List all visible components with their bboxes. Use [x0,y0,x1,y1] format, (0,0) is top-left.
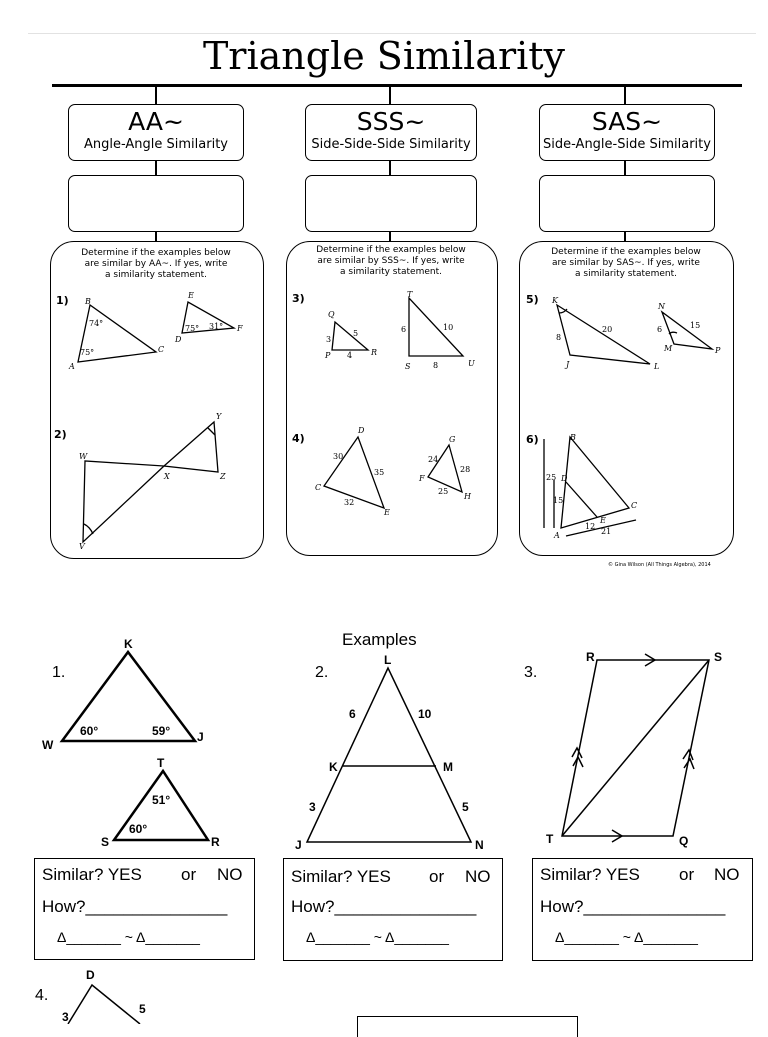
sss-abbr: SSS~ [356,107,426,136]
side-label: 12 [585,522,596,531]
vertex-label: H [464,492,471,501]
or-text: or [679,865,695,884]
side-label: 24 [428,455,439,464]
similar-question: Similar? YES [540,865,640,884]
copyright-credit: © Gina Wilson (All Things Algebra), 2014 [608,562,711,568]
angle-mark [669,332,677,334]
vertex-label: Q [679,834,689,848]
instr-line: are similar by AA~. If yes, write [84,259,228,269]
worksheet-title: Triangle Similarity [202,34,566,78]
example-number: 3. [524,664,538,681]
or-text: or [181,865,197,884]
vertex-label: D [86,968,95,982]
vertex-label: Z [220,472,226,481]
parallel-arrow [573,757,583,767]
example-number: 4. [35,987,49,1004]
vertex-label: C [158,345,165,354]
how-blank: How?_______________ [42,897,228,916]
vertex-label: V [79,542,85,551]
side-label: 3 [326,335,332,344]
vertex-label: K [329,760,338,774]
angle-label: 74° [89,319,104,328]
parallel-arrow [684,759,694,769]
vertex-label: F [419,474,425,483]
vertex-label: W [42,738,54,752]
vertex-label: S [101,835,110,849]
answer-box-3 [532,858,753,961]
vertex-label: R [586,650,595,664]
problem-number: 1) [56,294,69,307]
side-label: 35 [374,468,385,477]
side-label: 21 [601,527,612,536]
vertex-label: J [566,360,570,369]
vertex-label: X [164,472,170,481]
vertex-label: M [664,344,673,353]
angle-label: 59° [152,724,171,738]
side-label: 4 [347,351,353,360]
vertex-label: T [546,832,554,846]
vertex-label: Y [216,412,222,421]
vertex-label: F [237,324,243,333]
side-label: 3 [62,1010,69,1024]
vertex-label: B [85,297,91,306]
side-label: 3 [309,800,316,814]
instr-line: a similarity statement. [105,270,207,280]
parallel-arrow [683,750,693,760]
vertex-label: K [124,637,133,651]
vertex-label: R [371,348,378,357]
triangle-kjl [557,305,650,364]
similar-question: Similar? YES [42,865,142,884]
problem-number: 4) [292,432,305,445]
vertex-label: N [475,838,484,852]
triangle-gfh [428,445,462,492]
side-label: 28 [460,465,471,474]
side-label: 30 [333,452,344,461]
no-text: NO [217,865,243,884]
side-label: 5 [462,800,469,814]
aa-name: Angle-Angle Similarity [84,137,228,152]
answer-box-1 [34,858,255,960]
vertex-label: W [79,452,88,461]
problem-number: 5) [526,293,539,306]
vertex-label: P [325,351,331,360]
vertex-label: D [358,426,365,435]
triangle-tsu [409,298,463,356]
vertex-label: K [552,296,558,305]
triangle-ljn [307,668,471,842]
vertex-label: A [69,362,75,371]
sss-name: Side-Side-Side Similarity [311,137,471,152]
angle-label: 75° [80,348,95,357]
example-number: 2. [315,664,329,681]
instr-line: are similar by SAS~. If yes, write [552,258,700,268]
instr-line: Determine if the examples below [81,248,231,258]
vertex-label: B [570,433,576,442]
vertex-label: L [384,653,392,667]
answer-box-4 [357,1016,578,1037]
angle-label: 51° [152,793,171,807]
similarity-statement-blank: Δ_______ ~ Δ_______ [306,929,449,945]
sas-name: Side-Angle-Side Similarity [543,137,711,152]
vertex-label: R [211,835,220,849]
example-number: 1. [52,664,66,681]
instr-line: Determine if the examples below [551,247,701,257]
instr-line: Determine if the examples below [316,245,466,255]
vertex-label: S [714,650,723,664]
vertex-label: L [654,362,660,371]
side-label: 5 [353,329,359,338]
side-label: 25 [546,473,557,482]
no-text: NO [714,865,740,884]
vertex-label: E [384,508,390,517]
vertex-label: C [315,483,322,492]
how-blank: How?_______________ [540,897,726,916]
side-label: 6 [657,325,663,334]
angle-mark [559,309,567,313]
similarity-statement-blank: Δ_______ ~ Δ_______ [555,929,698,945]
angle-label: 31° [209,322,224,331]
vertex-label: J [197,730,204,744]
vertex-label: T [157,756,165,770]
answer-box-2 [283,858,503,961]
vertex-label: D [175,335,182,344]
triangle-d-partial [68,985,140,1024]
problem-number: 6) [526,433,539,446]
angle-label: 60° [80,724,99,738]
angle-label: 60° [129,822,148,836]
side-label: 6 [349,707,356,721]
instr-line: are similar by SSS~. If yes, write [317,256,465,266]
aa-abbr: AA~ [128,107,184,136]
vertex-label: Q [328,310,335,319]
side-label: 6 [401,325,407,334]
side-label: 15 [690,321,701,330]
side-label: 10 [418,707,432,721]
vertex-label: E [600,516,606,525]
side-label: 8 [556,333,562,342]
side-label: 8 [433,361,439,370]
or-text: or [429,867,445,886]
problem-number: 2) [54,428,67,441]
vertex-label: D [561,474,568,483]
vertex-label: N [658,302,665,311]
instr-line: a similarity statement. [575,269,677,279]
vertex-label: U [468,359,475,368]
side-label: 25 [438,487,449,496]
side-label: 5 [139,1002,146,1016]
vertex-label: E [188,291,194,300]
examples-title: Examples [342,630,417,649]
vertex-label: A [554,531,560,540]
diagonal-ts [562,660,709,836]
side-label: 15 [553,496,564,505]
vertex-label: J [295,838,302,852]
similarity-statement-blank: Δ_______ ~ Δ_______ [57,929,200,945]
side-label: 10 [443,323,454,332]
segment-de [566,482,597,517]
angle-mark [84,524,93,534]
how-blank: How?_______________ [291,897,477,916]
vertex-label: M [443,760,453,774]
parallel-arrow [572,748,582,758]
instr-line: a similarity statement. [340,267,442,277]
similar-question: Similar? YES [291,867,391,886]
vertex-label: C [631,501,638,510]
angle-label: 75° [185,324,200,333]
vertex-label: P [715,346,721,355]
triangle-qpr [332,322,368,350]
problem-number: 3) [292,292,305,305]
triangle-wvx [83,461,164,542]
side-label: 20 [602,325,613,334]
vertex-label: G [449,435,456,444]
vertex-label: S [405,362,411,371]
side-label: 32 [344,498,355,507]
sas-abbr: SAS~ [591,107,663,136]
no-text: NO [465,867,491,886]
vertex-label: T [407,290,413,299]
